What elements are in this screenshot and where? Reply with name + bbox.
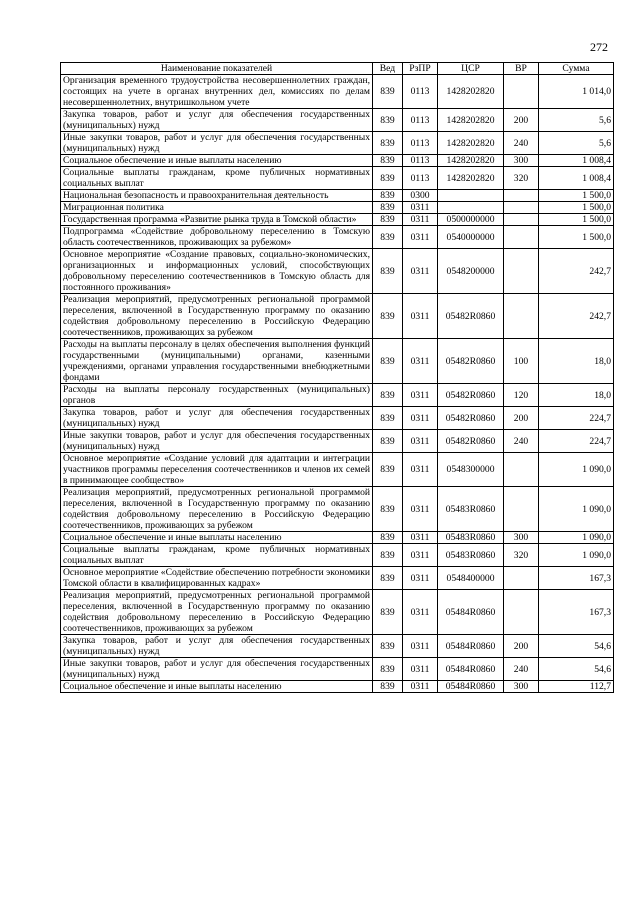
cell-name: Национальная безопасность и правоохранительная деятельность	[61, 190, 373, 202]
cell-ved: 839	[373, 430, 403, 453]
cell-csr: 05482R0860	[438, 407, 504, 430]
cell-sum: 18,0	[539, 339, 614, 384]
table-row	[61, 635, 614, 658]
cell-name: Закупка товаров, работ и услуг для обеспечения государственных (муниципальных) нужд	[61, 635, 373, 658]
cell-vr	[504, 214, 539, 226]
cell-sum: 167,3	[539, 567, 614, 590]
cell-csr: 0540000000	[438, 226, 504, 249]
cell-ved: 839	[373, 167, 403, 190]
header-rzpr: РзПР	[403, 63, 438, 75]
cell-vr	[504, 590, 539, 635]
table-row	[61, 190, 614, 202]
cell-rzpr: 0311	[403, 214, 438, 226]
cell-sum: 1 008,4	[539, 167, 614, 190]
cell-sum: 1 090,0	[539, 487, 614, 532]
cell-vr: 320	[504, 544, 539, 567]
page-number: 272	[590, 40, 608, 54]
cell-rzpr: 0311	[403, 453, 438, 487]
cell-ved: 839	[373, 532, 403, 544]
table-row	[61, 453, 614, 487]
table-row	[61, 202, 614, 214]
cell-name: Иные закупки товаров, работ и услуг для обеспечения государственных (муниципальных) нужд	[61, 430, 373, 453]
cell-name: Основное мероприятие «Содействие обеспечению потребности экономики Томской области в квалифицированных кадрах»	[61, 567, 373, 590]
cell-csr: 0500000000	[438, 214, 504, 226]
cell-vr: 240	[504, 658, 539, 681]
cell-ved: 839	[373, 590, 403, 635]
cell-csr	[438, 202, 504, 214]
cell-rzpr: 0113	[403, 109, 438, 132]
cell-vr	[504, 567, 539, 590]
cell-vr: 200	[504, 407, 539, 430]
cell-rzpr: 0311	[403, 487, 438, 532]
cell-name: Государственная программа «Развитие рынка труда в Томской области»	[61, 214, 373, 226]
cell-sum: 18,0	[539, 384, 614, 407]
cell-sum: 1 500,0	[539, 190, 614, 202]
cell-rzpr: 0311	[403, 384, 438, 407]
cell-rzpr: 0311	[403, 590, 438, 635]
table-row	[61, 339, 614, 384]
cell-vr	[504, 487, 539, 532]
cell-rzpr: 0311	[403, 249, 438, 294]
table-row	[61, 532, 614, 544]
cell-csr: 1428202820	[438, 109, 504, 132]
cell-sum: 1 014,0	[539, 75, 614, 109]
cell-vr: 320	[504, 167, 539, 190]
cell-ved: 839	[373, 487, 403, 532]
cell-ved: 839	[373, 190, 403, 202]
cell-name: Основное мероприятие «Создание условий для адаптации и интеграции участников программы переселения соотечественников и членов их семей в принимающее сообщество»	[61, 453, 373, 487]
cell-name: Социальные выплаты гражданам, кроме публичных нормативных социальных выплат	[61, 544, 373, 567]
table-row	[61, 109, 614, 132]
cell-ved: 839	[373, 202, 403, 214]
cell-csr	[438, 190, 504, 202]
cell-rzpr: 0311	[403, 226, 438, 249]
cell-ved: 839	[373, 635, 403, 658]
table-row	[61, 384, 614, 407]
cell-vr	[504, 75, 539, 109]
table-row	[61, 294, 614, 339]
cell-csr: 1428202820	[438, 167, 504, 190]
cell-sum: 242,7	[539, 294, 614, 339]
cell-sum: 1 090,0	[539, 532, 614, 544]
cell-sum: 54,6	[539, 635, 614, 658]
cell-name: Миграционная политика	[61, 202, 373, 214]
table-row	[61, 487, 614, 532]
cell-csr: 1428202820	[438, 155, 504, 167]
cell-rzpr: 0311	[403, 339, 438, 384]
cell-sum: 1 500,0	[539, 202, 614, 214]
cell-sum: 224,7	[539, 430, 614, 453]
cell-name: Организация временного трудоустройства несовершеннолетних граждан, состоящих на учете в органах внутренних дел, комиссиях по делам несовершеннолетних, внутришкольном учете	[61, 75, 373, 109]
table-row	[61, 75, 614, 109]
cell-name: Подпрограмма «Содействие добровольному переселению в Томскую область соотечественников, проживающих за рубежом»	[61, 226, 373, 249]
cell-sum: 112,7	[539, 681, 614, 693]
table-row	[61, 681, 614, 693]
table-row	[61, 132, 614, 155]
cell-csr: 05482R0860	[438, 430, 504, 453]
cell-vr	[504, 294, 539, 339]
cell-vr: 120	[504, 384, 539, 407]
cell-sum: 5,6	[539, 109, 614, 132]
cell-ved: 839	[373, 294, 403, 339]
cell-sum: 167,3	[539, 590, 614, 635]
cell-csr: 1428202820	[438, 75, 504, 109]
cell-vr: 300	[504, 155, 539, 167]
cell-rzpr: 0311	[403, 681, 438, 693]
cell-sum: 1 500,0	[539, 214, 614, 226]
cell-vr	[504, 249, 539, 294]
cell-csr: 05482R0860	[438, 294, 504, 339]
cell-vr	[504, 190, 539, 202]
table-row	[61, 226, 614, 249]
cell-ved: 839	[373, 544, 403, 567]
cell-name: Основное мероприятие «Создание правовых, социально-экономических, организационных и информационных условий, способствующих добровольному переселению соотечественников в Томскую область для постоянного проживания»	[61, 249, 373, 294]
cell-name: Реализация мероприятий, предусмотренных региональной программой переселения, включенной в Государственную программу по оказанию содействия добровольному переселению в Российскую Федерацию соотечественников, проживающих за рубежом	[61, 590, 373, 635]
cell-ved: 839	[373, 109, 403, 132]
cell-name: Социальные выплаты гражданам, кроме публичных нормативных социальных выплат	[61, 167, 373, 190]
cell-rzpr: 0311	[403, 544, 438, 567]
cell-name: Социальное обеспечение и иные выплаты населению	[61, 155, 373, 167]
cell-ved: 839	[373, 567, 403, 590]
cell-csr: 05484R0860	[438, 681, 504, 693]
table-row	[61, 430, 614, 453]
cell-name: Реализация мероприятий, предусмотренных региональной программой переселения, включенной в Государственную программу по оказанию содействия добровольному переселению в Российскую Федерацию соотечественников, проживающих за рубежом	[61, 294, 373, 339]
header-name: Наименование показателей	[61, 63, 373, 75]
cell-csr: 05483R0860	[438, 544, 504, 567]
cell-csr: 0548300000	[438, 453, 504, 487]
cell-rzpr: 0311	[403, 294, 438, 339]
cell-rzpr: 0311	[403, 202, 438, 214]
cell-rzpr: 0113	[403, 167, 438, 190]
cell-ved: 839	[373, 681, 403, 693]
table-row	[61, 167, 614, 190]
header-ved: Вед	[373, 63, 403, 75]
cell-vr: 240	[504, 132, 539, 155]
cell-vr	[504, 453, 539, 487]
table-row	[61, 658, 614, 681]
cell-vr: 240	[504, 430, 539, 453]
cell-name: Расходы на выплаты персоналу в целях обеспечения выполнения функций государственными (муниципальными) органами, казенными учреждениями, органами управления государственными внебюджетными фондами	[61, 339, 373, 384]
cell-ved: 839	[373, 384, 403, 407]
cell-name: Иные закупки товаров, работ и услуг для обеспечения государственных (муниципальных) нужд	[61, 132, 373, 155]
cell-csr: 0548400000	[438, 567, 504, 590]
cell-name: Закупка товаров, работ и услуг для обеспечения государственных (муниципальных) нужд	[61, 407, 373, 430]
budget-table	[60, 62, 614, 693]
cell-name: Социальное обеспечение и иные выплаты населению	[61, 681, 373, 693]
cell-vr	[504, 202, 539, 214]
cell-vr: 200	[504, 109, 539, 132]
table-row	[61, 155, 614, 167]
table-row	[61, 214, 614, 226]
cell-vr: 300	[504, 681, 539, 693]
cell-csr: 05482R0860	[438, 384, 504, 407]
cell-name: Расходы на выплаты персоналу государственных (муниципальных) органов	[61, 384, 373, 407]
cell-ved: 839	[373, 453, 403, 487]
cell-vr: 200	[504, 635, 539, 658]
cell-rzpr: 0311	[403, 635, 438, 658]
table-row	[61, 249, 614, 294]
cell-rzpr: 0311	[403, 567, 438, 590]
cell-sum: 1 090,0	[539, 544, 614, 567]
cell-name: Иные закупки товаров, работ и услуг для обеспечения государственных (муниципальных) нужд	[61, 658, 373, 681]
header-sum: Сумма	[539, 63, 614, 75]
cell-rzpr: 0311	[403, 430, 438, 453]
cell-ved: 839	[373, 155, 403, 167]
cell-sum: 1 500,0	[539, 226, 614, 249]
cell-ved: 839	[373, 658, 403, 681]
cell-sum: 1 008,4	[539, 155, 614, 167]
table-body	[61, 75, 614, 693]
cell-name: Реализация мероприятий, предусмотренных региональной программой переселения, включенной в Государственную программу по оказанию содействия добровольному переселению в Российскую Федерацию соотечественников, проживающих за рубежом	[61, 487, 373, 532]
cell-vr: 100	[504, 339, 539, 384]
cell-ved: 839	[373, 132, 403, 155]
cell-csr: 0548200000	[438, 249, 504, 294]
table-row	[61, 407, 614, 430]
table-row	[61, 567, 614, 590]
cell-ved: 839	[373, 339, 403, 384]
cell-csr: 05483R0860	[438, 532, 504, 544]
cell-ved: 839	[373, 407, 403, 430]
cell-csr: 05482R0860	[438, 339, 504, 384]
cell-name: Закупка товаров, работ и услуг для обеспечения государственных (муниципальных) нужд	[61, 109, 373, 132]
cell-sum: 54,6	[539, 658, 614, 681]
cell-csr: 05483R0860	[438, 487, 504, 532]
table-row	[61, 544, 614, 567]
table-row	[61, 590, 614, 635]
cell-sum: 1 090,0	[539, 453, 614, 487]
cell-csr: 1428202820	[438, 132, 504, 155]
cell-ved: 839	[373, 214, 403, 226]
cell-csr: 05484R0860	[438, 635, 504, 658]
cell-vr: 300	[504, 532, 539, 544]
cell-rzpr: 0113	[403, 155, 438, 167]
cell-ved: 839	[373, 75, 403, 109]
cell-sum: 224,7	[539, 407, 614, 430]
cell-rzpr: 0311	[403, 532, 438, 544]
cell-rzpr: 0113	[403, 75, 438, 109]
header-csr: ЦСР	[438, 63, 504, 75]
cell-rzpr: 0311	[403, 407, 438, 430]
cell-ved: 839	[373, 226, 403, 249]
cell-rzpr: 0113	[403, 132, 438, 155]
cell-rzpr: 0300	[403, 190, 438, 202]
cell-vr	[504, 226, 539, 249]
cell-ved: 839	[373, 249, 403, 294]
cell-csr: 05484R0860	[438, 658, 504, 681]
cell-name: Социальное обеспечение и иные выплаты населению	[61, 532, 373, 544]
header-vr: ВР	[504, 63, 539, 75]
cell-sum: 242,7	[539, 249, 614, 294]
cell-rzpr: 0311	[403, 658, 438, 681]
cell-sum: 5,6	[539, 132, 614, 155]
table-header-row	[61, 63, 614, 75]
cell-csr: 05484R0860	[438, 590, 504, 635]
